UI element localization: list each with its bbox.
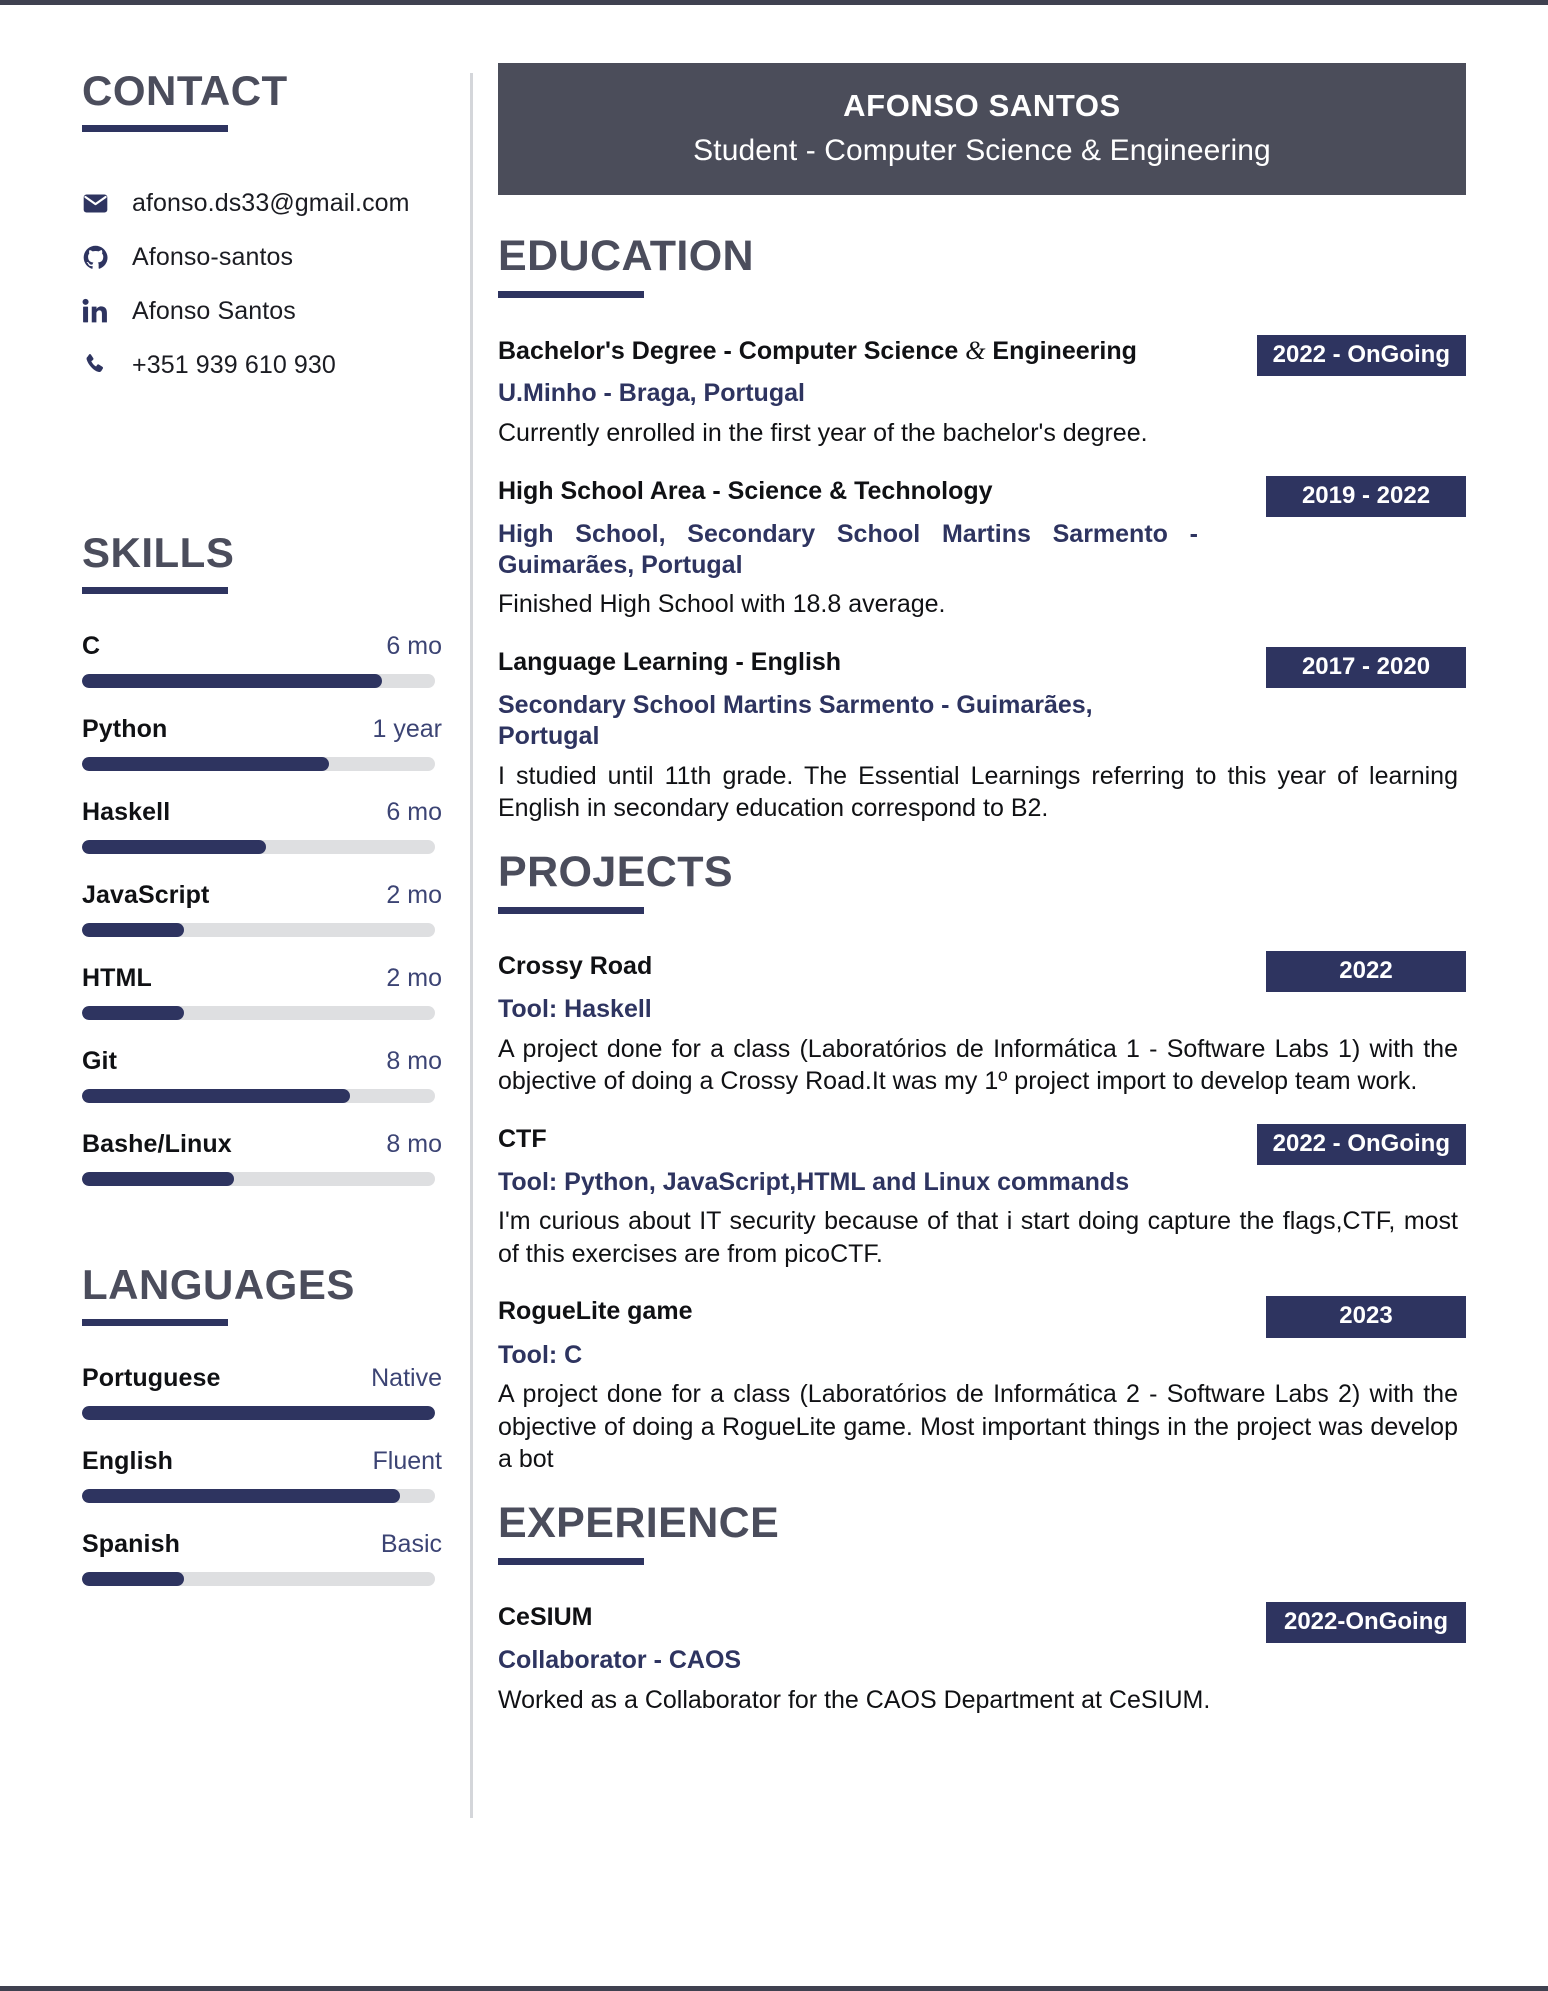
bar-fill <box>82 1572 184 1586</box>
entry-title: High School Area - Science & Technology <box>498 476 993 505</box>
entry-description: I studied until 11th grade. The Essential Learnings referring to this year of learning English in secondary education correspond to B2. <box>498 761 1458 823</box>
contact-section <box>82 67 442 392</box>
entry-description: Currently enrolled in the first year of the bachelor's degree. <box>498 419 1148 448</box>
experience-entries <box>498 1602 1466 1716</box>
entry-header <box>498 1296 1466 1337</box>
resume-entry <box>498 335 1466 449</box>
contact-linkedin-text: Afonso Santos <box>132 296 296 325</box>
bar-value: 8 mo <box>386 1047 442 1075</box>
bar-fill <box>82 1089 350 1103</box>
date-badge: 2023 <box>1266 1296 1466 1337</box>
resume-entry <box>498 1602 1466 1716</box>
resume-entry <box>498 1296 1466 1475</box>
entry-title-part-a: Bachelor's Degree - Computer Science <box>498 337 966 366</box>
bar-track <box>82 1089 435 1103</box>
bar-fill <box>82 1172 234 1186</box>
skills-section <box>82 529 442 1186</box>
education-entries <box>498 335 1466 824</box>
entry-title-part-b: Engineering <box>985 337 1137 366</box>
entry-subtitle: Tool: C <box>498 1340 583 1369</box>
phone-icon <box>82 352 122 378</box>
sidebar <box>0 5 470 1986</box>
bar-fill <box>82 674 382 688</box>
bar-label: Python <box>82 715 168 743</box>
entry-subtitle: Secondary School Martins Sarmento - Guimarães, Portugal <box>498 691 1093 750</box>
bar-fill <box>82 840 266 854</box>
bar-header <box>82 964 442 993</box>
bar-value: 2 mo <box>386 964 442 992</box>
contact-section-title: CONTACT <box>82 67 288 114</box>
bar-header <box>82 715 442 744</box>
entry-title <box>498 335 1243 367</box>
entry-title: Crossy Road <box>498 951 653 980</box>
bar-label: Bashe/Linux <box>82 1130 232 1158</box>
bar-item <box>82 798 442 854</box>
bar-header <box>82 1047 442 1076</box>
resume-entry <box>498 476 1466 621</box>
projects-entries <box>498 951 1466 1476</box>
entry-description: A project done for a class (Laboratórios de Informática 2 - Software Labs 2) with the objective of doing a RogueLite game. Most important things in the project was develop a bot <box>498 1380 1458 1474</box>
entry-description: A project done for a class (Laboratórios de Informática 1 - Software Labs 1) with the objective of doing a Crossy Road.It was my 1º project import to develop team work. <box>498 1034 1458 1095</box>
date-badge: 2022 <box>1266 951 1466 992</box>
entry-header <box>498 1124 1466 1165</box>
contact-item-email[interactable] <box>82 176 442 230</box>
bar-header <box>82 1130 442 1159</box>
education-section <box>498 232 1466 824</box>
contact-github-text: Afonso-santos <box>132 242 294 271</box>
projects-title-underline <box>498 907 644 914</box>
bar-label: JavaScript <box>82 881 210 909</box>
bar-fill <box>82 1406 435 1420</box>
projects-section <box>498 847 1466 1476</box>
entry-title: RogueLite game <box>498 1297 693 1326</box>
bar-track <box>82 840 435 854</box>
bar-label: Haskell <box>82 798 171 826</box>
name-banner <box>498 63 1466 195</box>
bar-item <box>82 1364 442 1420</box>
experience-title-underline <box>498 1558 644 1565</box>
bar-value: 6 mo <box>386 798 442 826</box>
entry-title: CTF <box>498 1124 547 1153</box>
entry-header <box>498 1602 1466 1643</box>
page-bottom-rule <box>0 1986 1548 1991</box>
contact-list <box>82 176 442 392</box>
contact-item-linkedin[interactable] <box>82 284 442 338</box>
bar-label: English <box>82 1447 173 1475</box>
bar-fill <box>82 1489 400 1503</box>
date-badge: 2022 - OnGoing <box>1257 1124 1466 1165</box>
languages-section-title: LANGUAGES <box>82 1261 355 1308</box>
entry-subtitle: Tool: Python, JavaScript,HTML and Linux commands <box>498 1167 1130 1196</box>
languages-section <box>82 1261 442 1586</box>
entry-title: Language Learning - English <box>498 647 842 676</box>
bar-track <box>82 1572 435 1586</box>
entry-subtitle: Collaborator - CAOS <box>498 1646 742 1675</box>
bar-value: Native <box>371 1364 442 1392</box>
experience-section-title: EXPERIENCE <box>498 1498 780 1547</box>
languages-title-underline <box>82 1319 228 1326</box>
bar-header <box>82 632 442 661</box>
date-badge: 2019 - 2022 <box>1266 476 1466 517</box>
bar-item <box>82 964 442 1020</box>
contact-email-text: afonso.ds33@gmail.com <box>132 188 410 217</box>
contact-item-phone[interactable] <box>82 338 442 392</box>
date-badge: 2022-OnGoing <box>1266 1602 1466 1643</box>
candidate-subtitle: Student - Computer Science & Engineering <box>693 133 1271 167</box>
date-badge: 2017 - 2020 <box>1266 647 1466 688</box>
contact-phone-text: +351 939 610 930 <box>132 350 336 379</box>
bar-item <box>82 632 442 688</box>
entry-subtitle: High School, Secondary School Martins Sarmento - Guimarães, Portugal <box>498 519 1198 579</box>
entry-subtitle: Tool: Haskell <box>498 994 652 1023</box>
bar-track <box>82 1006 435 1020</box>
resume-sheet <box>0 5 1548 1986</box>
bar-item <box>82 1047 442 1103</box>
bar-label: Spanish <box>82 1530 180 1558</box>
bar-track <box>82 1172 435 1186</box>
bar-value: Fluent <box>372 1447 442 1475</box>
ampersand-glyph: & <box>965 336 986 366</box>
bar-fill <box>82 757 329 771</box>
bar-item <box>82 1130 442 1186</box>
entry-description: Finished High School with 18.8 average. <box>498 590 946 619</box>
bar-value: 2 mo <box>386 881 442 909</box>
bar-track <box>82 757 435 771</box>
entry-subtitle: U.Minho - Braga, Portugal <box>498 379 805 408</box>
bar-label: C <box>82 632 101 660</box>
resume-entry <box>498 1124 1466 1271</box>
education-title-underline <box>498 291 644 298</box>
main-content <box>470 5 1548 1986</box>
contact-title-underline <box>82 125 228 132</box>
bar-item <box>82 1530 442 1586</box>
bar-value: 6 mo <box>386 632 442 660</box>
bar-track <box>82 1406 435 1420</box>
languages-list <box>82 1364 442 1586</box>
entry-description: I'm curious about IT security because of that i start doing capture the flags,CTF, most of this exercises are from picoCTF. <box>498 1207 1458 1268</box>
bar-header <box>82 1530 442 1559</box>
email-icon <box>82 190 122 217</box>
education-section-title: EDUCATION <box>498 232 755 281</box>
column-divider <box>470 73 473 1818</box>
bar-label: HTML <box>82 964 152 992</box>
entry-header <box>498 647 1466 688</box>
bar-header <box>82 1364 442 1393</box>
experience-section <box>498 1498 1466 1716</box>
skills-title-underline <box>82 587 228 594</box>
skills-list <box>82 632 442 1186</box>
bar-fill <box>82 1006 184 1020</box>
entry-description: Worked as a Collaborator for the CAOS Department at CeSIUM. <box>498 1685 1211 1714</box>
candidate-name: AFONSO SANTOS <box>843 88 1121 123</box>
bar-label: Portuguese <box>82 1364 221 1392</box>
bar-header <box>82 798 442 827</box>
resume-entry <box>498 951 1466 1098</box>
bar-value: 1 year <box>372 715 442 743</box>
github-icon <box>82 244 122 271</box>
bar-track <box>82 1489 435 1503</box>
bar-fill <box>82 923 184 937</box>
date-badge: 2022 - OnGoing <box>1257 335 1466 376</box>
bar-value: Basic <box>380 1530 442 1558</box>
bar-label: Git <box>82 1047 118 1075</box>
resume-entry <box>498 647 1466 825</box>
bar-track <box>82 674 435 688</box>
projects-section-title: PROJECTS <box>498 847 733 896</box>
bar-item <box>82 881 442 937</box>
linkedin-icon <box>82 298 122 324</box>
bar-value: 8 mo <box>386 1130 442 1158</box>
bar-item <box>82 1447 442 1503</box>
entry-header <box>498 476 1466 517</box>
skills-section-title: SKILLS <box>82 529 235 576</box>
bar-header <box>82 1447 442 1476</box>
bar-track <box>82 923 435 937</box>
entry-header <box>498 335 1466 376</box>
contact-item-github[interactable] <box>82 230 442 284</box>
entry-title: CeSIUM <box>498 1602 593 1631</box>
entry-header <box>498 951 1466 992</box>
bar-header <box>82 881 442 910</box>
bar-item <box>82 715 442 771</box>
